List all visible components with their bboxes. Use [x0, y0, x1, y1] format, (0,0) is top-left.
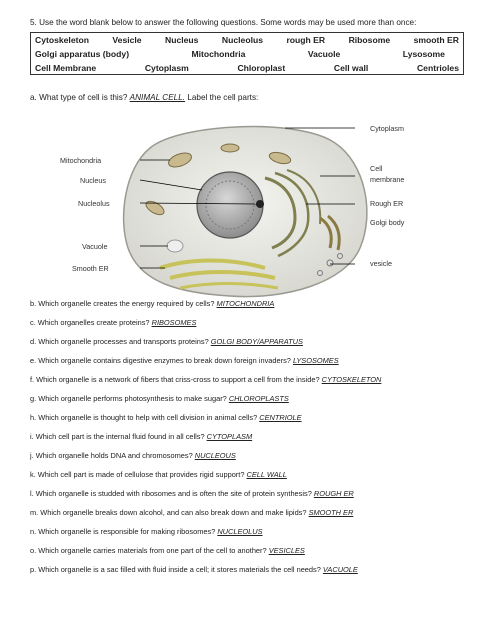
question-d	[30, 337, 303, 346]
question-o	[30, 546, 305, 555]
word-bank-term: rough ER	[286, 35, 326, 45]
question-text: h. Which organelle is thought to help with cell division in animal cells?	[30, 413, 258, 422]
question-answer: LYSOSOMES	[292, 356, 339, 365]
question-text: o. Which organelle carries materials from one part of the cell to another?	[30, 546, 267, 555]
question-a-suffix: Label the cell parts:	[187, 93, 259, 102]
question-answer: CYTOSKELETON	[321, 375, 382, 384]
question-answer: NUCLEOUS	[194, 451, 236, 460]
word-bank-term: Cell wall	[333, 63, 369, 73]
word-bank-term: smooth ER	[413, 35, 459, 45]
question-text: j. Which organelle holds DNA and chromosomes?	[30, 451, 193, 460]
question-answer: CYTOPLASM	[206, 432, 253, 441]
question-n	[30, 527, 263, 536]
word-bank-row-1	[31, 33, 463, 47]
vesicle-shape	[318, 271, 323, 276]
word-bank-term: Cytoplasm	[144, 63, 189, 73]
mitochondrion-shape	[221, 144, 239, 152]
question-answer: MITOCHONDRIA	[216, 299, 275, 308]
question-text: f. Which organelle is a network of fibers that criss-cross to support a cell from the inside?	[30, 375, 320, 384]
question-text: l. Which organelle is studded with ribosomes and is often the site of protein synthesis?	[30, 489, 312, 498]
question-a-prefix: a. What type of cell is this?	[30, 93, 128, 102]
word-bank-term: Golgi apparatus (body)	[35, 49, 130, 59]
question-text: e. Which organelle contains digestive enzymes to break down foreign invaders?	[30, 356, 291, 365]
question-answer: RIBOSOMES	[151, 318, 197, 327]
word-bank-term: Nucleus	[165, 35, 199, 45]
question-text: g. Which organelle performs photosynthesis to make sugar?	[30, 394, 227, 403]
question-answer: CENTRIOLE	[259, 413, 302, 422]
question-text: c. Which organelles create proteins?	[30, 318, 150, 327]
question-text: k. Which cell part is made of cellulose that provides rigid support?	[30, 470, 245, 479]
word-bank-term: Cytoskeleton	[35, 35, 89, 45]
word-bank-term: Cell Membrane	[35, 63, 97, 73]
label-nucleolus: Nucleolus	[78, 199, 110, 208]
question-answer: SMOOTH ER	[308, 508, 354, 517]
label-nucleus: Nucleus	[80, 176, 106, 185]
vacuole-shape	[167, 240, 183, 252]
question-k	[30, 470, 287, 479]
question-p	[30, 565, 358, 574]
question-text: m. Which organelle breaks down alcohol, and can also break down and make lipids?	[30, 508, 307, 517]
question-answer: GOLGI BODY/APPARATUS	[210, 337, 303, 346]
word-bank-term: Centrioles	[416, 63, 459, 73]
question-c	[30, 318, 196, 327]
question-text: d. Which organelle processes and transports proteins?	[30, 337, 209, 346]
question-text: b. Which organelle creates the energy required by cells?	[30, 299, 215, 308]
question-answer: CELL WALL	[246, 470, 287, 479]
label-rough-er: Rough ER	[370, 199, 404, 208]
word-bank-row-3	[31, 61, 463, 75]
question-i	[30, 432, 252, 441]
word-bank-row-2	[31, 47, 463, 61]
question-h	[30, 413, 302, 422]
question-text: n. Which organelle is responsible for making ribosomes?	[30, 527, 216, 536]
word-bank-term: Lysosome	[402, 49, 445, 59]
cell-diagram	[30, 118, 470, 300]
question-answer: CHLOROPLASTS	[228, 394, 289, 403]
word-bank-term: Chloroplast	[237, 63, 286, 73]
label-golgi-body: Golgi body	[370, 218, 405, 227]
question-text: i. Which cell part is the internal fluid found in all cells?	[30, 432, 205, 441]
question-answer: VESICLES	[268, 546, 305, 555]
question-text: p. Which organelle is a sac filled with fluid inside a cell; it stores materials the cell needs?	[30, 565, 321, 574]
question-b	[30, 299, 274, 308]
label-vesicle: vesicle	[370, 259, 392, 268]
question-e	[30, 356, 339, 365]
label-smooth-er: Smooth ER	[72, 264, 109, 273]
word-bank-term: Mitochondria	[191, 49, 246, 59]
word-bank-term: Vesicle	[112, 35, 142, 45]
question-a-answer: ANIMAL CELL.	[129, 93, 186, 102]
label-vacuole: Vacuole	[82, 242, 108, 251]
question-answer: VACUOLE	[322, 565, 358, 574]
question-a	[30, 93, 258, 102]
question-answer: ROUGH ER	[313, 489, 354, 498]
word-bank-term: Ribosome	[348, 35, 391, 45]
label-cell: Cell	[370, 164, 383, 173]
question-m	[30, 508, 353, 517]
question-answer: NUCLEOLUS	[217, 527, 263, 536]
question-g	[30, 394, 289, 403]
nucleus-shape	[197, 172, 263, 238]
question-l	[30, 489, 354, 498]
label-mitochondria: Mitochondria	[60, 156, 102, 165]
question-f	[30, 375, 381, 384]
label-membrane: membrane	[370, 175, 405, 184]
vesicle-shape	[327, 260, 333, 266]
word-bank	[30, 32, 464, 75]
word-bank-term: Vacuole	[307, 49, 341, 59]
word-bank-term: Nucleolus	[221, 35, 263, 45]
instruction-text: 5. Use the word blank below to answer the following questions. Some words may be used more than once:	[30, 18, 417, 27]
vesicle-shape	[338, 254, 343, 259]
question-j	[30, 451, 236, 460]
label-cytoplasm: Cytoplasm	[370, 124, 404, 133]
